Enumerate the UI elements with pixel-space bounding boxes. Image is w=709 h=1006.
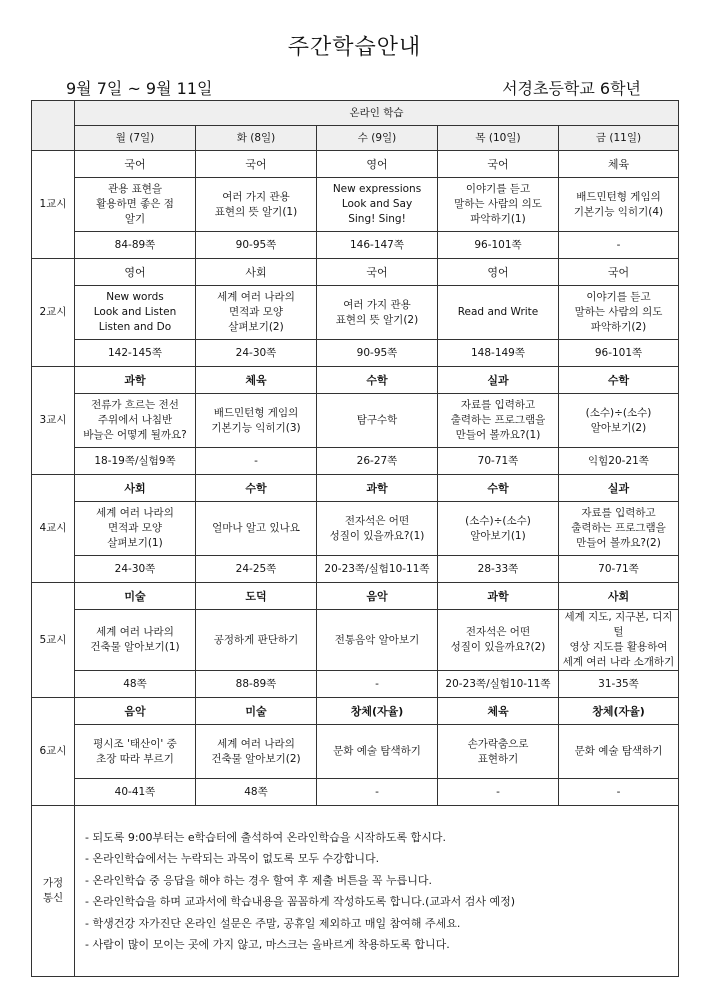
notice-cell (75, 806, 679, 977)
period-label: 5교시 (32, 583, 75, 698)
pages-cell: 24-30쪽 (196, 340, 317, 367)
subject-cell: 음악 (75, 698, 196, 725)
pages-cell: 146-147쪽 (317, 232, 438, 259)
pages-cell: 96-101쪽 (559, 340, 679, 367)
topic-cell: 세계 여러 나라의 건축물 알아보기(2) (196, 725, 317, 779)
topic-cell: 여러 가지 관용 표현의 뜻 알기(2) (317, 286, 438, 340)
topic-cell: Read and Write (438, 286, 559, 340)
pages-cell: 148-149쪽 (438, 340, 559, 367)
topic-cell: 세계 지도, 지구본, 디지털 영상 지도를 활용하여 세계 여러 나라 소개하기 (559, 610, 679, 671)
pages-cell: 18-19쪽/실험9쪽 (75, 448, 196, 475)
pages-cell: 24-25쪽 (196, 556, 317, 583)
pages-cell: - (559, 232, 679, 259)
subject-cell: 사회 (75, 475, 196, 502)
period-label: 4교시 (32, 475, 75, 583)
pages-cell: 익힘20-21쪽 (559, 448, 679, 475)
notice-label (32, 806, 75, 977)
subject-cell: 체육 (196, 367, 317, 394)
day-header: 금 (11일) (559, 126, 679, 151)
pages-cell: 70-71쪽 (438, 448, 559, 475)
notice-item: - 학생건강 자가진단 온라인 설문은 주말, 공휴일 제외하고 매일 참여해 주세요. (85, 916, 461, 930)
subject-cell: 수학 (559, 367, 679, 394)
subject-cell: 영어 (75, 259, 196, 286)
topic-cell: 이야기를 듣고 말하는 사람의 의도 파악하기(2) (559, 286, 679, 340)
subject-cell: 수학 (196, 475, 317, 502)
pages-cell: 84-89쪽 (75, 232, 196, 259)
subject-cell: 과학 (317, 475, 438, 502)
topic-cell: 얼마나 알고 있나요 (196, 502, 317, 556)
topic-cell: 배드민턴형 게임의 기본기능 익히기(3) (196, 394, 317, 448)
topic-cell: 평시조 '태산이' 중 초장 따라 부르기 (75, 725, 196, 779)
topic-cell: 관용 표현을 활용하면 좋은 점 알기 (75, 178, 196, 232)
subject-cell: 창체(자율) (559, 698, 679, 725)
subject-cell: 국어 (196, 151, 317, 178)
day-header: 화 (8일) (196, 126, 317, 151)
day-header: 월 (7일) (75, 126, 196, 151)
day-header: 목 (10일) (438, 126, 559, 151)
pages-cell: 48쪽 (196, 779, 317, 806)
pages-cell: 70-71쪽 (559, 556, 679, 583)
subject-cell: 수학 (438, 475, 559, 502)
notice-item: - 온라인학습에서는 누락되는 과목이 없도록 모두 수강합니다. (85, 852, 380, 865)
topic-cell: 이야기를 듣고 말하는 사람의 의도 파악하기(1) (438, 178, 559, 232)
corner-cell (32, 101, 75, 151)
topic-cell: 문화 예술 탐색하기 (559, 725, 679, 779)
subject-cell: 체육 (438, 698, 559, 725)
notice-item: - 온라인학습을 하며 교과서에 학습내용을 꼼꼼하게 작성하도록 합니다.(교과서 검사 예정) (85, 895, 516, 908)
topic-cell: 탐구수학 (317, 394, 438, 448)
topic-cell: 배드민턴형 게임의 기본기능 익히기(4) (559, 178, 679, 232)
topic-cell: 세계 여러 나라의 면적과 모양 살펴보기(1) (75, 502, 196, 556)
section-label: 온라인 학습 (75, 101, 679, 126)
pages-cell: 142-145쪽 (75, 340, 196, 367)
pages-cell: 88-89쪽 (196, 671, 317, 698)
subject-cell: 창체(자율) (317, 698, 438, 725)
topic-cell: (소수)÷(소수) 알아보기(1) (438, 502, 559, 556)
pages-cell: 31-35쪽 (559, 671, 679, 698)
pages-cell: 40-41쪽 (75, 779, 196, 806)
notice-item: - 온라인학습 중 응답을 해야 하는 경우 할여 후 제출 버튼을 꼭 누릅니다. (85, 873, 432, 887)
pages-cell: - (317, 779, 438, 806)
pages-cell: 26-27쪽 (317, 448, 438, 475)
subject-cell: 국어 (317, 259, 438, 286)
topic-cell: 세계 여러 나라의 면적과 모양 살펴보기(2) (196, 286, 317, 340)
notice-item: - 사람이 많이 모이는 곳에 가지 않고, 마스크는 올바르게 착용하도록 합니다. (85, 938, 450, 951)
pages-cell: 48쪽 (75, 671, 196, 698)
subject-cell: 실과 (559, 475, 679, 502)
pages-cell: 90-95쪽 (317, 340, 438, 367)
subject-cell: 실과 (438, 367, 559, 394)
topic-cell: 문화 예술 탐색하기 (317, 725, 438, 779)
topic-cell: 전자석은 어떤 성질이 있을까요?(2) (438, 610, 559, 671)
subject-cell: 국어 (559, 259, 679, 286)
day-header: 수 (9일) (317, 126, 438, 151)
pages-cell: 24-30쪽 (75, 556, 196, 583)
topic-cell: New expressions Look and Say Sing! Sing! (317, 178, 438, 232)
date-range: 9월 7일 ~ 9월 11일 (66, 79, 213, 98)
pages-cell: - (317, 671, 438, 698)
notice-list (79, 827, 674, 956)
topic-cell: 자료를 입력하고 출력하는 프로그램을 만들어 볼까요?(2) (559, 502, 679, 556)
subject-cell: 영어 (317, 151, 438, 178)
period-label: 2교시 (32, 259, 75, 367)
subject-cell: 미술 (75, 583, 196, 610)
school-grade: 서경초등학교 6학년 (502, 79, 641, 98)
subject-cell: 과학 (438, 583, 559, 610)
pages-cell: 96-101쪽 (438, 232, 559, 259)
period-label: 1교시 (32, 151, 75, 259)
pages-cell: 90-95쪽 (196, 232, 317, 259)
topic-cell: 손가락춤으로 표현하기 (438, 725, 559, 779)
pages-cell: 20-23쪽/실험10-11쪽 (317, 556, 438, 583)
topic-cell: 자료를 입력하고 출력하는 프로그램을 만들어 볼까요?(1) (438, 394, 559, 448)
topic-cell: (소수)÷(소수) 알아보기(2) (559, 394, 679, 448)
subject-cell: 도덕 (196, 583, 317, 610)
period-label: 6교시 (32, 698, 75, 806)
page-title: 주간학습안내 (287, 35, 422, 60)
topic-cell: 세계 여러 나라의 건축물 알아보기(1) (75, 610, 196, 671)
subject-cell: 수학 (317, 367, 438, 394)
weekly-schedule-table (31, 100, 679, 977)
topic-cell: New words Look and Listen Listen and Do (75, 286, 196, 340)
subject-cell: 사회 (196, 259, 317, 286)
subject-cell: 체육 (559, 151, 679, 178)
topic-cell: 공정하게 판단하기 (196, 610, 317, 671)
pages-cell: - (559, 779, 679, 806)
topic-cell: 전류가 흐르는 전선 주위에서 나침반 바늘은 어떻게 될까요? (75, 394, 196, 448)
notice-item: - 되도록 9:00부터는 e학습터에 출석하여 온라인학습을 시작하도록 합시다. (85, 830, 446, 844)
notice-label-text: 가정 통신 (42, 877, 64, 904)
subject-cell: 국어 (438, 151, 559, 178)
subject-cell: 미술 (196, 698, 317, 725)
topic-cell: 전자석은 어떤 성질이 있을까요?(1) (317, 502, 438, 556)
subject-cell: 과학 (75, 367, 196, 394)
pages-cell: - (438, 779, 559, 806)
pages-cell: 20-23쪽/실험10-11쪽 (438, 671, 559, 698)
topic-cell: 여러 가지 관용 표현의 뜻 알기(1) (196, 178, 317, 232)
subject-cell: 국어 (75, 151, 196, 178)
topic-cell: 전통음악 알아보기 (317, 610, 438, 671)
subject-cell: 음악 (317, 583, 438, 610)
subject-cell: 사회 (559, 583, 679, 610)
pages-cell: - (196, 448, 317, 475)
pages-cell: 28-33쪽 (438, 556, 559, 583)
period-label: 3교시 (32, 367, 75, 475)
subject-cell: 영어 (438, 259, 559, 286)
